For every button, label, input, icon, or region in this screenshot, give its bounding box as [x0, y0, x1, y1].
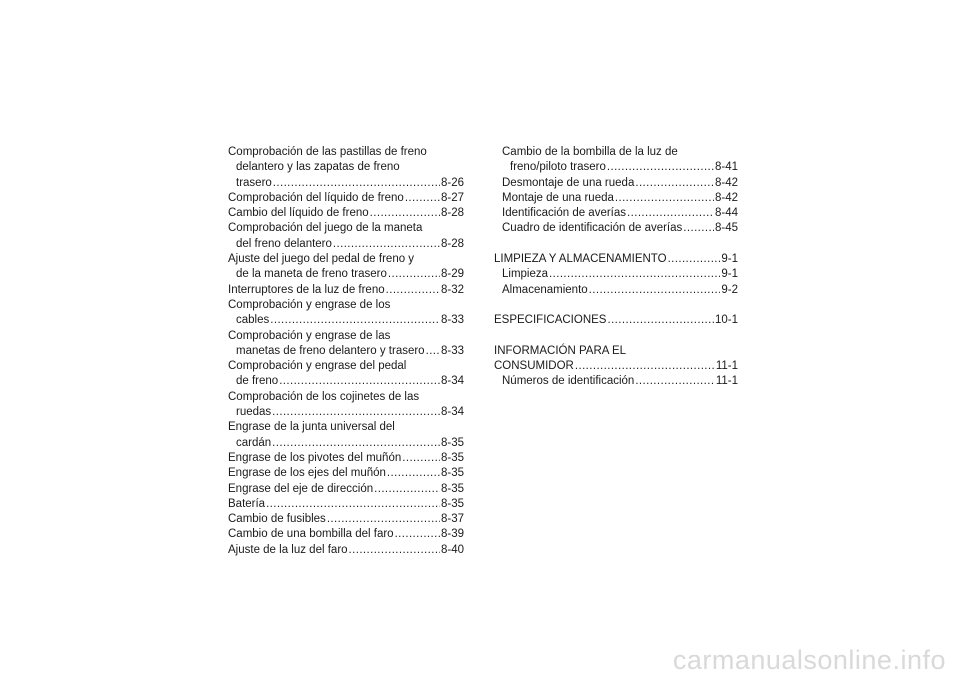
site-watermark: carmanualsonline.info [672, 645, 946, 675]
toc-entry[interactable] [228, 252, 464, 283]
toc-entry[interactable] [228, 359, 464, 390]
toc-entry[interactable] [494, 374, 738, 389]
toc-entry-title: trasero [236, 176, 272, 189]
toc-entry-title: Engrase de los ejes del muñón [228, 467, 386, 480]
toc-page-number: 8-33 [440, 314, 464, 327]
toc-page-number: 8-42 [714, 176, 738, 189]
dot-leader [272, 405, 440, 420]
toc-entry[interactable] [494, 283, 738, 298]
dot-leader [426, 344, 440, 359]
toc-section-title: LIMPIEZA Y ALMACENAMIENTO [494, 253, 667, 266]
dot-leader [270, 313, 440, 328]
toc-entry-title: Desmontaje de una rueda [502, 176, 635, 189]
toc-entry-title: Montaje de una rueda [502, 191, 614, 204]
toc-page-number: 8-41 [714, 161, 738, 174]
toc-page-number: 8-32 [440, 283, 464, 296]
toc-entry[interactable] [494, 145, 738, 176]
dot-leader [370, 206, 440, 221]
toc-entry[interactable] [228, 527, 464, 542]
toc-entry-title: ruedas [236, 406, 272, 419]
toc-section-heading[interactable] [494, 313, 738, 328]
toc-entry-title: Almacenamiento [502, 283, 588, 296]
toc-entry[interactable] [228, 206, 464, 221]
toc-entry-title: Batería [228, 497, 266, 510]
toc-entry[interactable] [228, 543, 464, 558]
toc-entry[interactable] [228, 451, 464, 466]
toc-entry[interactable] [228, 329, 464, 360]
toc-right-column [494, 145, 738, 390]
toc-entry-title: Engrase de la junta universal del [228, 421, 395, 434]
toc-entry-title: Cambio de una bombilla del faro [228, 528, 394, 541]
dot-leader [627, 206, 714, 221]
dot-leader [589, 283, 721, 298]
toc-page-number: 9-1 [721, 253, 738, 266]
dot-leader [402, 451, 440, 466]
toc-page-number: 10-1 [714, 314, 738, 327]
dot-leader [635, 176, 714, 191]
toc-page-number: 8-35 [440, 467, 464, 480]
toc-entry-title: Cambio del líquido de freno [228, 207, 369, 220]
dot-leader [387, 466, 440, 481]
toc-entry-title: Comprobación y engrase de las [228, 329, 391, 342]
toc-entry[interactable] [228, 420, 464, 451]
toc-entry-title: Comprobación del juego de la maneta [228, 222, 423, 235]
dot-leader [668, 252, 721, 267]
toc-entry-title: freno/piloto trasero [510, 161, 606, 174]
toc-entry-title: manetas de freno delantero y trasero [236, 344, 425, 357]
toc-entry-title: delantero y las zapatas de freno [236, 161, 400, 174]
toc-page-number: 8-33 [440, 344, 464, 357]
toc-entry[interactable] [228, 283, 464, 298]
dot-leader [327, 512, 440, 527]
dot-leader [386, 283, 440, 298]
toc-page-number: 8-40 [440, 543, 464, 556]
toc-page-number: 8-34 [440, 375, 464, 388]
toc-entry-title: Números de identificación [502, 375, 635, 388]
toc-entry-title: Ajuste del juego del pedal de freno y [228, 253, 415, 266]
toc-page-number: 8-44 [714, 207, 738, 220]
toc-entry-title: Comprobación de las pastillas de freno [228, 146, 427, 158]
toc-page-number: 8-35 [440, 497, 464, 510]
dot-leader [333, 237, 440, 252]
toc-entry[interactable] [228, 497, 464, 512]
toc-entry-title: de freno [236, 375, 279, 388]
toc-page-number: 8-37 [440, 513, 464, 526]
dot-leader [273, 176, 440, 191]
toc-entry-title: Engrase del eje de dirección [228, 482, 374, 495]
toc-entry[interactable] [228, 298, 464, 329]
dot-leader [575, 359, 715, 374]
toc-entry-title: Comprobación y engrase del pedal [228, 360, 407, 373]
toc-page-number: 8-35 [440, 482, 464, 495]
dot-leader [279, 374, 440, 389]
dot-leader [374, 482, 440, 497]
toc-entry-title: de la maneta de freno trasero [236, 268, 387, 281]
toc-entry-title: Cambio de la bombilla de la luz de [502, 146, 678, 158]
toc-page-number: 8-42 [714, 191, 738, 204]
dot-leader [683, 221, 714, 236]
toc-entry[interactable] [228, 221, 464, 252]
dot-leader [395, 527, 440, 542]
toc-page-number: 8-34 [440, 406, 464, 419]
toc-section-title: ESPECIFICACIONES [494, 314, 607, 327]
toc-page-number: 8-35 [440, 436, 464, 449]
toc-entry[interactable] [494, 191, 738, 206]
toc-page-number: 11-1 [715, 360, 738, 373]
section-gap [494, 237, 738, 252]
toc-entry-title: del freno delantero [236, 237, 332, 250]
toc-page-number: 8-29 [440, 268, 464, 281]
toc-entry-title: Ajuste de la luz del faro [228, 543, 348, 556]
toc-entry[interactable] [228, 390, 464, 421]
dot-leader [349, 543, 440, 558]
toc-entry-title: Comprobación y engrase de los [228, 298, 391, 311]
dot-leader [272, 436, 440, 451]
toc-page-number: 8-28 [440, 237, 464, 250]
toc-entry-title: Engrase de los pivotes del muñón [228, 451, 402, 464]
toc-entry-title: Identificación de averías [502, 207, 627, 220]
toc-entry-title: Comprobación del líquido de freno [228, 191, 404, 204]
dot-leader [615, 191, 714, 206]
toc-entry-title: Interruptores de la luz de freno [228, 283, 385, 296]
toc-entry-title: Comprobación de los cojinetes de las [228, 390, 420, 403]
toc-entry[interactable] [228, 191, 464, 206]
dot-leader [388, 267, 440, 282]
toc-entry[interactable] [494, 267, 738, 282]
toc-entry-title: Cuadro de identificación de averías [502, 222, 683, 235]
toc-section-title: CONSUMIDOR [494, 360, 574, 373]
toc-entry[interactable] [494, 176, 738, 191]
toc-left-column [228, 145, 464, 558]
toc-entry[interactable] [228, 466, 464, 481]
toc-entry-title: Cambio de fusibles [228, 513, 326, 526]
section-gap [494, 298, 738, 313]
toc-section-heading[interactable] [494, 344, 738, 375]
toc-entry-title: Limpieza [502, 268, 549, 281]
toc-entry[interactable] [494, 221, 738, 236]
toc-page-number: 8-27 [440, 191, 464, 204]
dot-leader [266, 497, 440, 512]
dot-leader [607, 160, 714, 175]
toc-section-title: INFORMACIÓN PARA EL [494, 344, 627, 357]
toc-page-number: 8-26 [440, 176, 464, 189]
dot-leader [405, 191, 440, 206]
toc-entry[interactable] [494, 206, 738, 221]
toc-entry[interactable] [228, 512, 464, 527]
toc-section-heading[interactable] [494, 252, 738, 267]
section-gap [494, 329, 738, 344]
toc-page-number: 8-28 [440, 207, 464, 220]
toc-page-number: 8-35 [440, 451, 464, 464]
dot-leader [635, 374, 715, 389]
dot-leader [549, 267, 720, 282]
toc-page-number: 9-1 [721, 268, 738, 281]
toc-entry-title: cables [236, 314, 270, 327]
dot-leader [607, 313, 714, 328]
toc-page-number: 11-1 [715, 375, 738, 388]
toc-page-number: 9-2 [721, 283, 738, 296]
toc-entry[interactable] [228, 145, 464, 191]
toc-page-number: 8-45 [714, 222, 738, 235]
toc-page-number: 8-39 [440, 528, 464, 541]
toc-entry-title: cardán [236, 436, 272, 449]
toc-entry[interactable] [228, 482, 464, 497]
